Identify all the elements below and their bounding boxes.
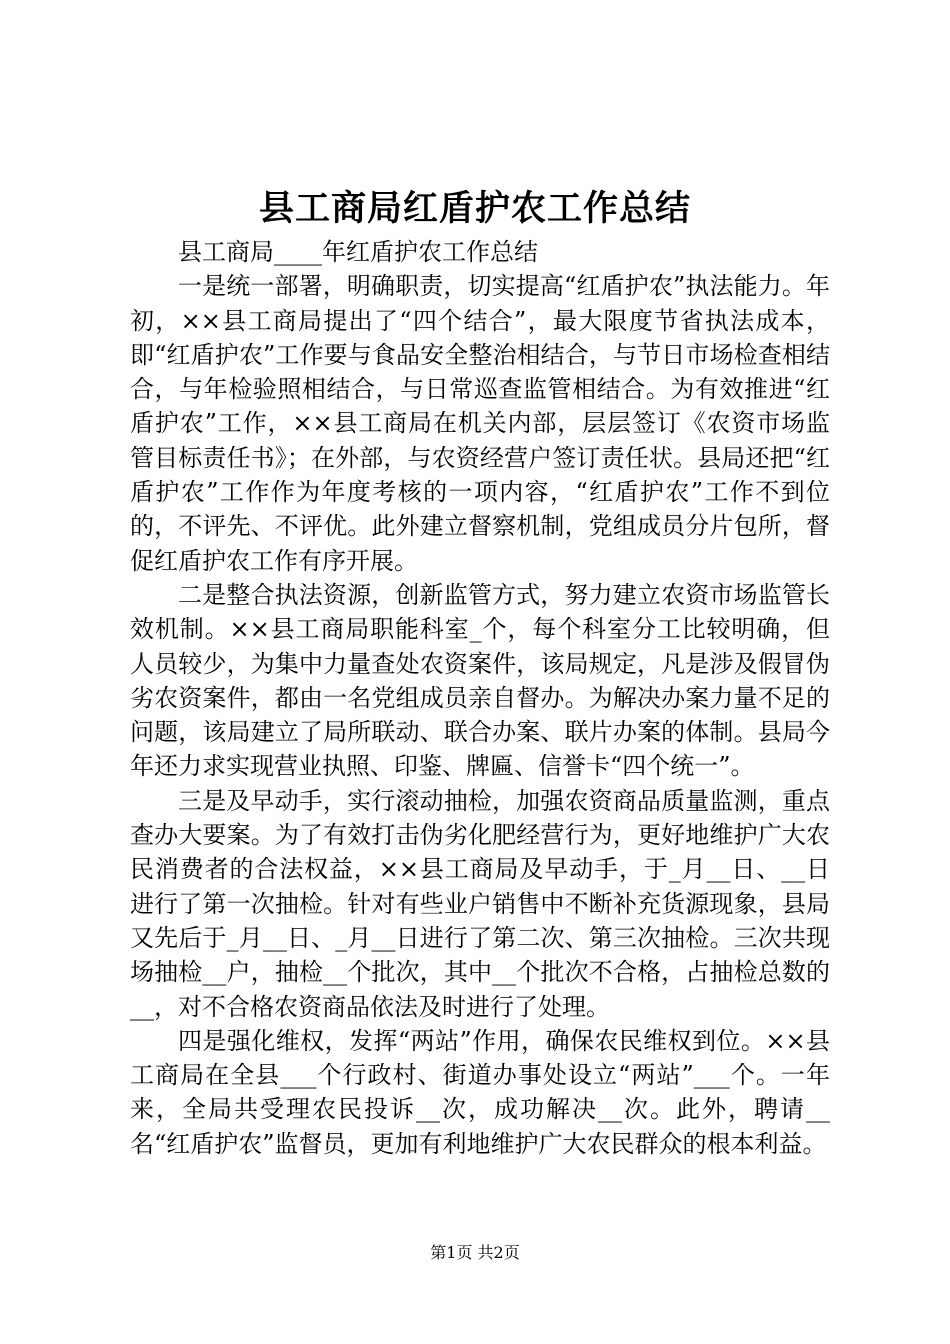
paragraph-3: 三是及早动手，实行滚动抽检，加强农资商品质量监测，重点查办大要案。为了有效打击伪劣化肥经营行为，更好地维护广大农民消费者的合法权益，××县工商局及早动手，于_月__日、__日进行了第一次抽检。针对有些业户销售中不断补充货源现象，县局又先后于_月__日、_月__日进行了第二次、第三次抽检。三次共现场抽检__户，抽检__个批次，其中__个批次不合格，占抽检总数的__，对不合格农资商品依法及时进行了处理。 <box>130 786 830 1021</box>
document-title: 县工商局红盾护农工作总结 <box>258 188 691 229</box>
document-body <box>130 235 830 1161</box>
paragraph-2: 二是整合执法资源，创新监管方式，努力建立农资市场监管长效机制。××县工商局职能科室_个，每个科室分工比较明确，但人员较少，为集中力量查处农资案件，该局规定，凡是涉及假冒伪劣农资案件，都由一名党组成员亲自督办。为解决办案力量不足的问题，该局建立了局所联动、联合办案、联片办案的体制。县局今年还力求实现营业执照、印鉴、牌匾、信誉卡“四个统一”。 <box>130 580 830 781</box>
paragraph-4: 四是强化维权，发挥“两站”作用，确保农民维权到位。××县工商局在全县___个行政村、街道办事处设立“两站”___个。一年来，全局共受理农民投诉__次，成功解决__次。此外，聘请__名“红盾护农”监督员，更加有利地维护广大农民群众的根本利益。 <box>130 1026 830 1158</box>
paragraph-subtitle: 县工商局____年红盾护农工作总结 <box>178 238 538 266</box>
page-number: 第1页 共2页 <box>430 1243 520 1262</box>
paragraph-1: 一是统一部署，明确职责，切实提高“红盾护农”执法能力。年初，××县工商局提出了“四个结合”，最大限度节省执法成本，即“红盾护农”工作要与食品安全整治相结合，与节日市场检查相结合，与年检验照相结合，与日常巡查监管相结合。为有效推进“红盾护农”工作，××县工商局在机关内部，层层签订《农资市场监管目标责任书》；在外部，与农资经营户签订责任状。县局还把“红盾护农”工作作为年度考核的一项内容，“红盾护农”工作不到位的，不评先、不评优。此外建立督察机制，党组成员分片包所，督促红盾护农工作有序开展。 <box>130 272 830 575</box>
